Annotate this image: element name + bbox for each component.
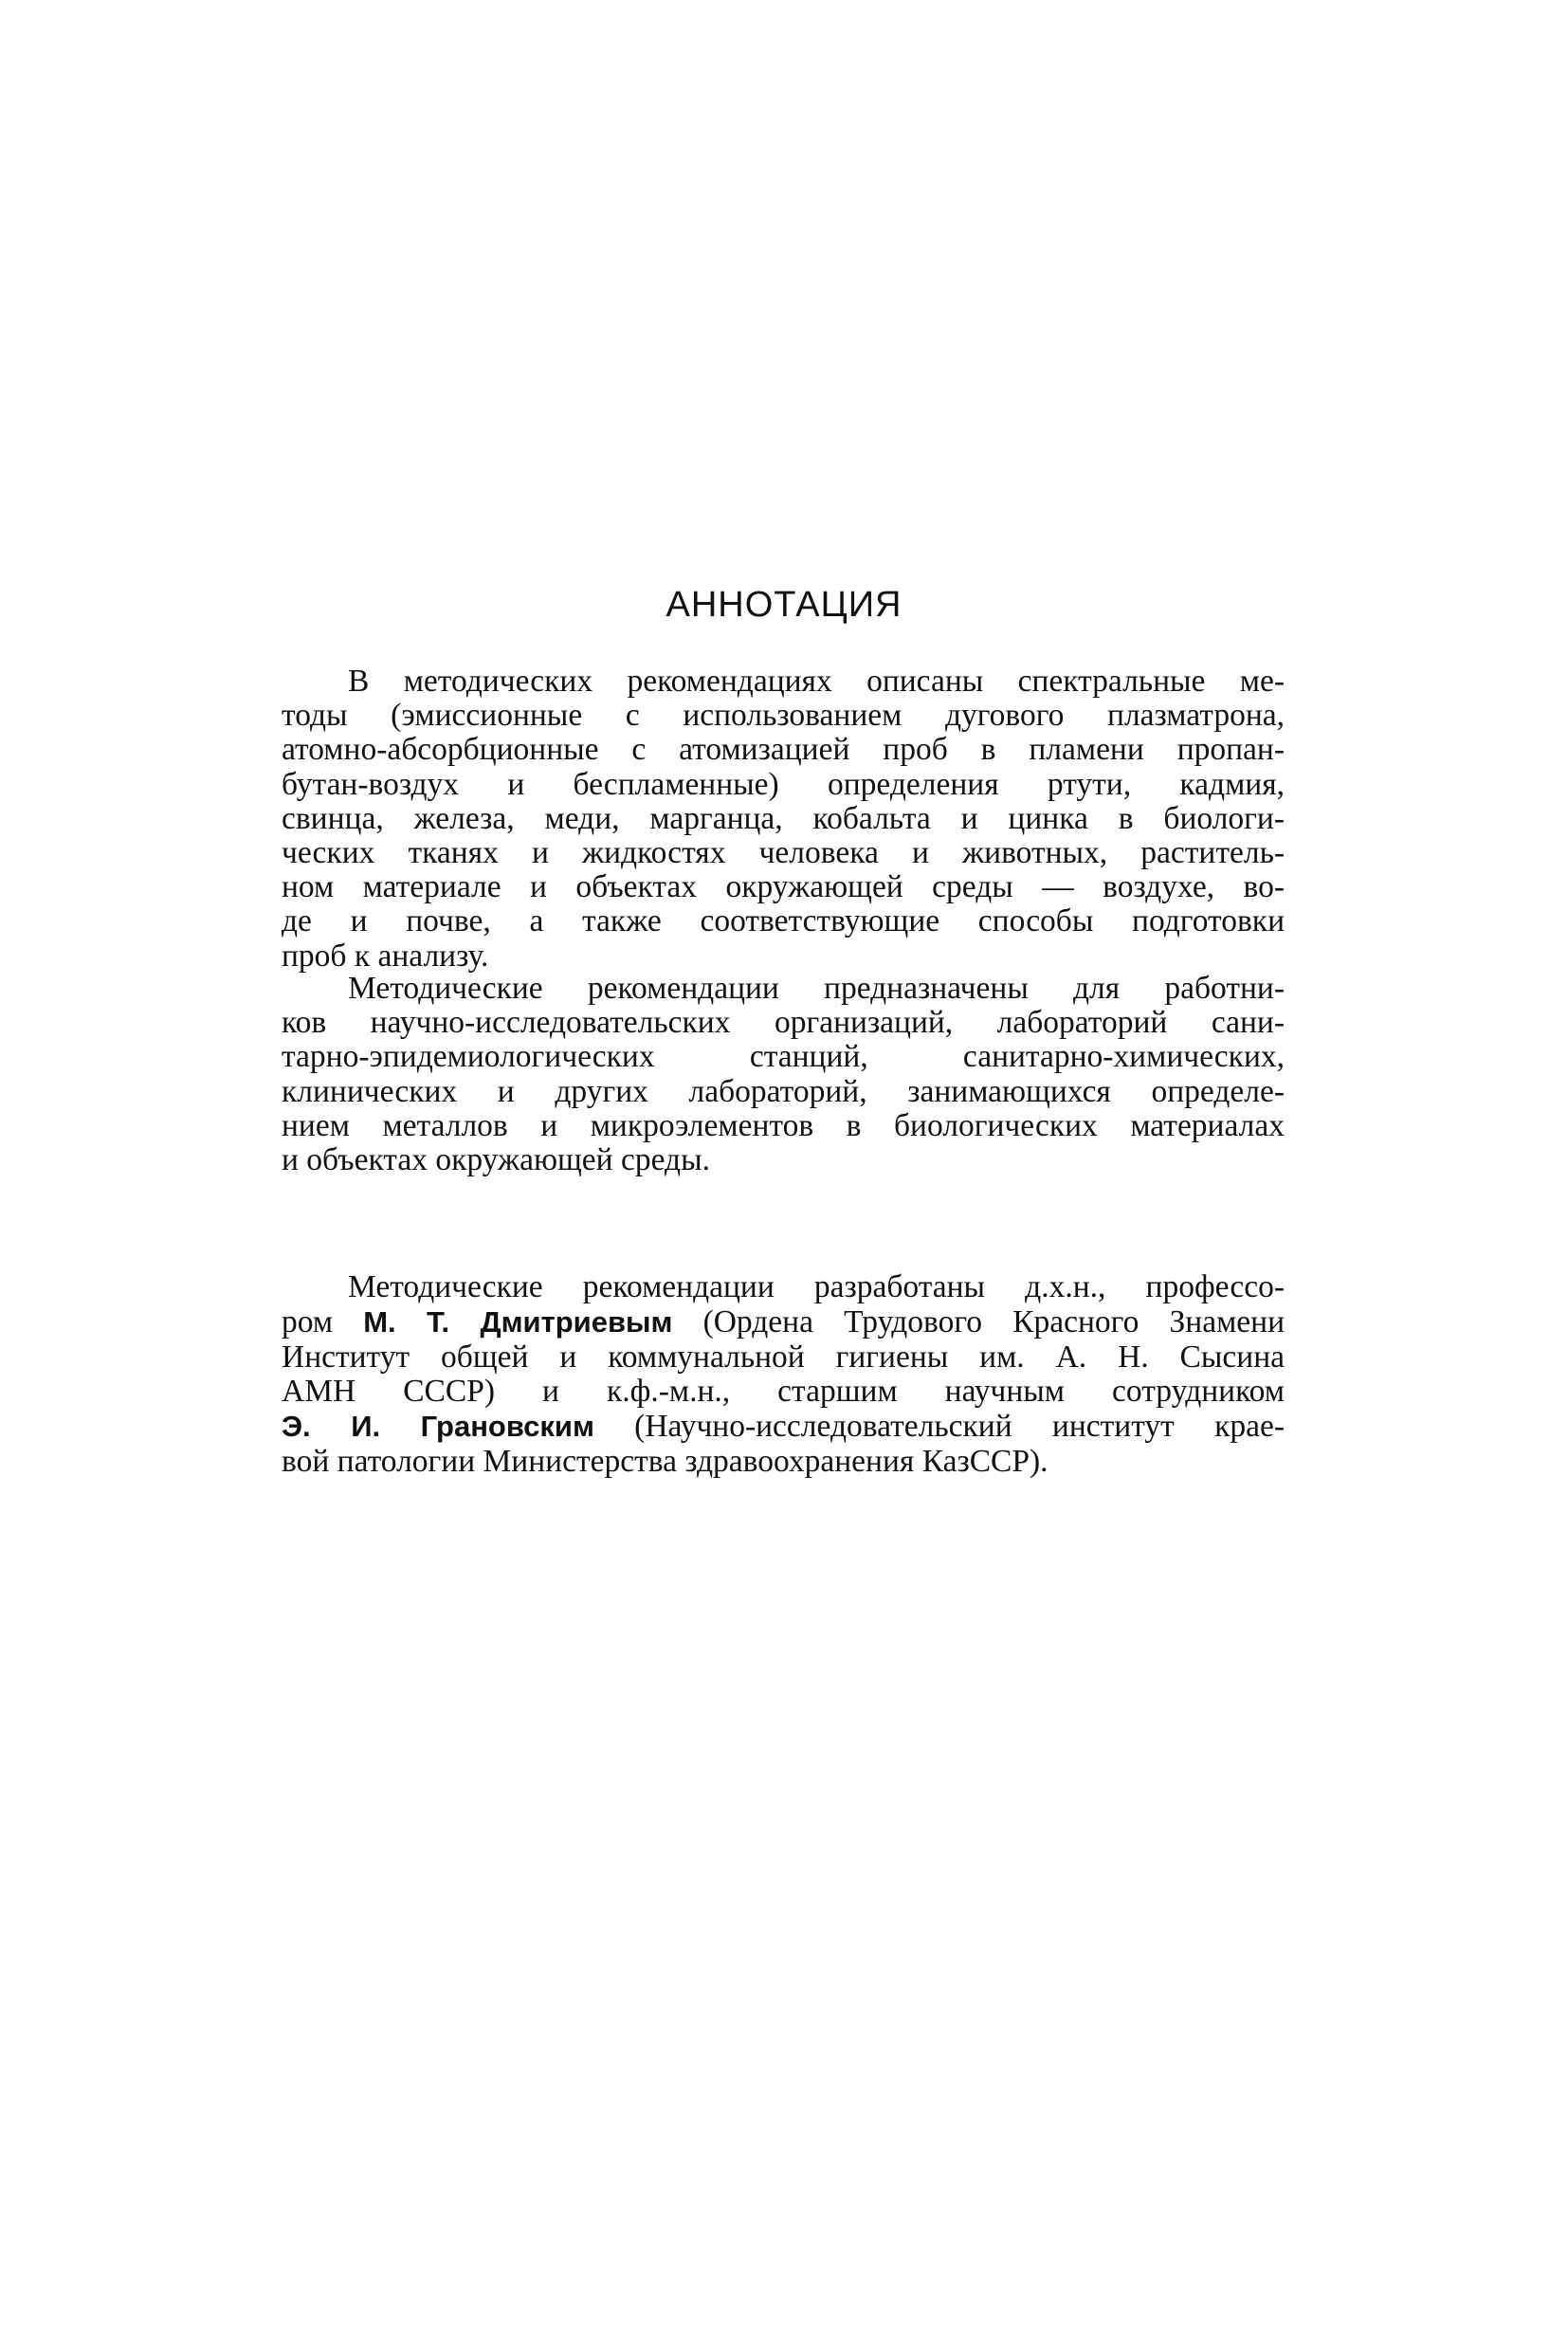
text-line: проб к анализу. xyxy=(282,939,489,974)
text-line: клинических и других лабораторий, занимающихся определе- xyxy=(282,1074,1285,1109)
authors-paragraph xyxy=(282,1270,1285,1480)
text-line: Методические рекомендации предназначены для работни- xyxy=(348,972,1285,1006)
text-line: свинца, железа, меди, марганца, кобальта и цинка в биологи- xyxy=(282,801,1285,836)
text-line xyxy=(282,1305,1285,1340)
text-line: тарно-эпидемиологических станций, санитарно-химических, xyxy=(282,1040,1285,1075)
text-line: В методических рекомендациях описаны спектральные ме- xyxy=(348,665,1285,699)
text-fragment: ром xyxy=(282,1304,364,1340)
author-name: Э. И. Грановским xyxy=(282,1410,594,1444)
text-line xyxy=(282,1410,1285,1445)
text-line: вой патологии Министерства здравоохранения КазССР). xyxy=(282,1444,1048,1479)
text-line: атомно-абсорбционные с атомизацией проб в пламени пропан- xyxy=(282,733,1285,768)
text-line: тоды (эмиссионные с использованием дугового плазматрона, xyxy=(282,699,1285,734)
text-line: АМН СССР) и к.ф.-м.н., старшим научным сотрудником xyxy=(282,1375,1285,1410)
text-fragment: (Ордена Трудового Красного Знамени xyxy=(672,1304,1285,1340)
text-line: Институт общей и коммунальной гигиены им. А. Н. Сысина xyxy=(282,1340,1285,1375)
text-line: и объектах окружающей среды. xyxy=(282,1142,710,1177)
text-line: ном материале и объектах окружающей среды — воздухе, во- xyxy=(282,870,1285,905)
text-line: Методические рекомендации разработаны д.х.н., профессо- xyxy=(348,1270,1285,1304)
text-line: ческих тканях и жидкостях человека и животных, раститель- xyxy=(282,835,1285,870)
text-fragment: (Научно-исследовательский институт крае- xyxy=(593,1410,1285,1445)
text-line: де и почве, а также соответствующие способы подготовки xyxy=(282,904,1285,939)
text-line: нием металлов и микроэлементов в биологических материалах xyxy=(282,1108,1285,1143)
page-title: АННОТАЦИЯ xyxy=(665,585,903,625)
author-name: М. Т. Дмитриевым xyxy=(363,1304,673,1339)
text-line: ков научно-исследовательских организаций, лабораторий сани- xyxy=(282,1006,1285,1041)
annotation-paragraph-1 xyxy=(282,665,1285,974)
text-line: бутан-воздух и беспламенные) определения ртути, кадмия, xyxy=(282,767,1285,802)
annotation-paragraph-2 xyxy=(282,972,1285,1177)
